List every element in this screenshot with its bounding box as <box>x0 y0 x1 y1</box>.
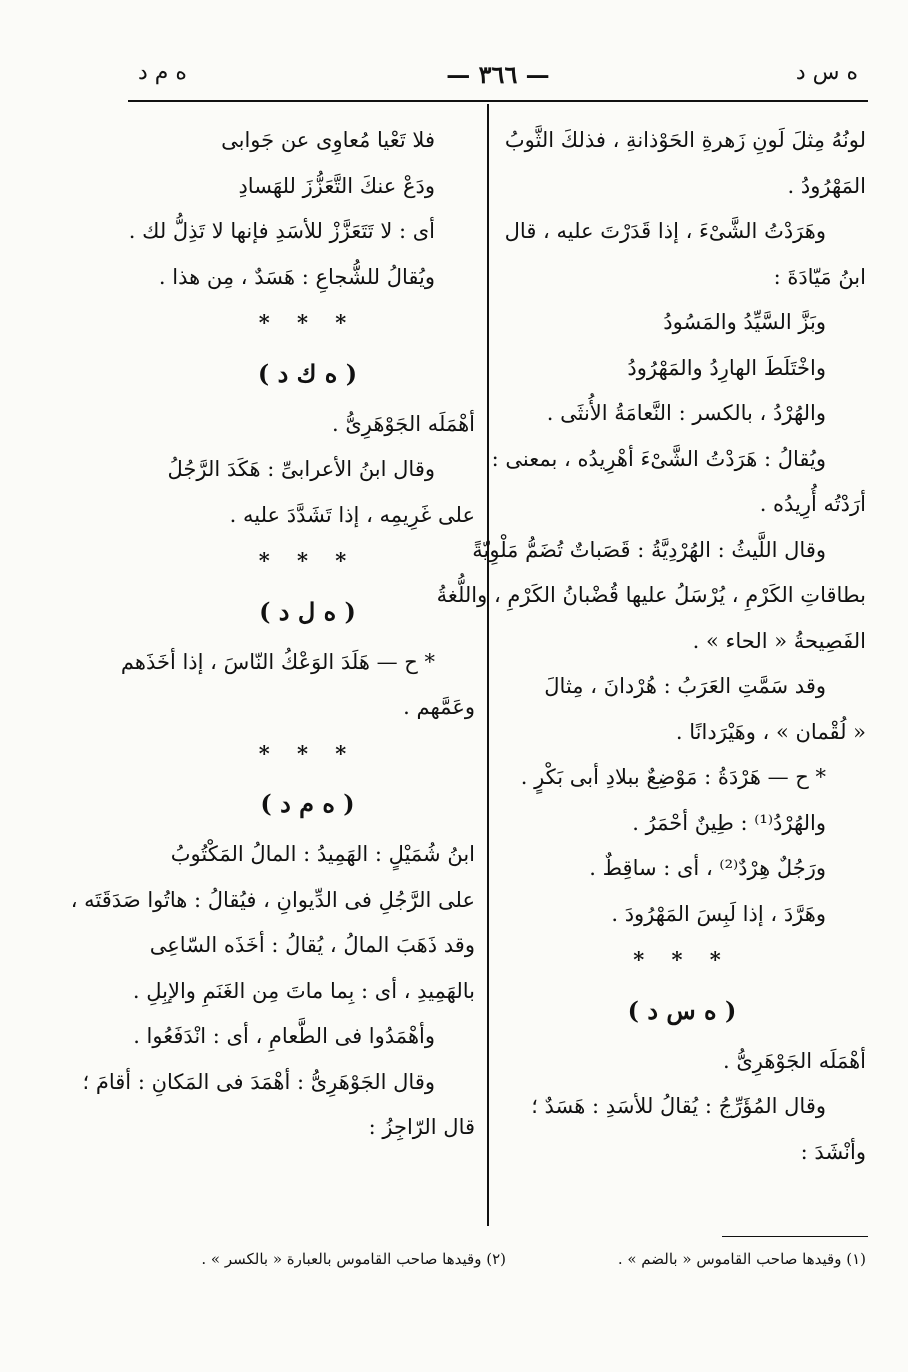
left-column <box>70 118 475 1151</box>
section-divider-stars: * * * <box>258 548 357 573</box>
text-line: وقد ذَهَبَ المالُ ، يُقالُ : أخَذَه السّاعِى <box>149 933 475 957</box>
text-line: ويُقالُ : هَرَدْتُ الشَّىْءَ أهْرِيدُه ، بمعنى : <box>491 446 826 471</box>
text-line: وعَمَّهم . <box>403 695 475 719</box>
text-line: والهُرْدُ⁽¹⁾ : طِينٌ أحْمَرُ . <box>632 810 826 835</box>
column-divider <box>487 104 489 1226</box>
section-divider-stars: * * * <box>258 740 357 766</box>
text-line: ورَجُلٌ هِرْدٌ⁽²⁾ ، أى : ساقِطٌ . <box>589 856 826 880</box>
entry-heading: ( ه م د ) <box>260 789 355 818</box>
entry-heading: ( ه ك د ) <box>257 358 358 388</box>
footnote-2: (٢) وقيدها صاحب القاموس بالعبارة « بالكسر » . <box>201 1250 506 1268</box>
text-line: على الرَّجُلِ فى الدِّيوانِ ، فيُقالُ : هاتُوا صَدَقَتَه ، <box>70 887 475 912</box>
verse-line: فلا تَعْيا مُعاوِى عن جَوابى <box>221 128 435 152</box>
verse-line: ودَعْ عنكَ التَّعَزُّزَ للهَسادِ <box>238 173 435 198</box>
text-line: ابنُ مَيّادَةَ : <box>773 264 866 289</box>
entry-heading: ( ه س د ) <box>627 995 737 1025</box>
text-line: ابنُ شُمَيْلٍ : الهَمِيدُ : المالُ المَكْتُوبُ <box>170 842 475 866</box>
header-root-right: ه س د <box>795 60 858 85</box>
header-rule <box>128 100 868 102</box>
text-line: وقال اللَّيثُ : الهُرْدِيَّةُ : قَصَباتٌ تُضَمُّ مَلْوِيّةً <box>472 537 826 562</box>
text-line: أى : لا تَتَعَزَّزْ للأسَدِ فإنها لا تَذِلُّ لك . <box>128 219 435 243</box>
page-header <box>128 60 868 96</box>
footnote-1: (١) وقيدها صاحب القاموس « بالضم » . <box>617 1250 866 1268</box>
text-line: بطاقاتِ الكَرْمِ ، يُرْسَلُ عليها قُضْبانُ الكَرْمِ ، واللُّغةُ <box>436 583 866 607</box>
text-line: « لُقْمان » ، وهَيْرَدانًا . <box>675 719 866 744</box>
section-divider-stars: * * * <box>258 310 357 335</box>
text-line: على غَرِيمِه ، إذا تَشَدَّدَ عليه . <box>229 502 475 527</box>
text-line: * ح — هَرْدَةُ : مَوْضِعٌ ببلادِ أبى بَكْرٍ . <box>520 765 826 789</box>
header-root-left: ه م د <box>138 60 187 85</box>
text-line: المَهْرُودُ . <box>787 173 866 198</box>
text-line: وقال ابنُ الأعرابىِّ : هَكَدَ الرَّجُلُ <box>167 457 435 481</box>
text-line: ويُقالُ للشُّجاعِ : هَسَدٌ ، مِن هذا . <box>158 264 435 289</box>
text-line: الفَصِيحةُ « الحاء » . <box>692 628 866 653</box>
text-line: وأهْمَدُوا فى الطَّعامِ ، أى : انْدَفَعُوا . <box>133 1024 435 1048</box>
text-line: وهَرَدْتُ الشَّىْءَ ، إذا قَدَرْتَ عليه ، قال <box>504 219 826 243</box>
text-line: قال الرّاجِزُ : <box>368 1115 475 1139</box>
text-line: بالهَمِيدِ ، أى : بِما ماتَ مِن الغَنَمِ والإبِلِ . <box>132 978 475 1003</box>
section-divider-stars: * * * <box>633 947 731 972</box>
text-line: وقال الجَوْهَرِىُّ : أهْمَدَ فى المَكانِ : أقامَ ؛ <box>82 1069 435 1094</box>
text-line: والهُرْدُ ، بالكسر : النَّعامَةُ الأُنثَى . <box>546 401 826 425</box>
page-number: — ٣٦٦ — <box>446 60 550 89</box>
text-line: أهْمَلَه الجَوْهَرِىُّ . <box>722 1048 866 1073</box>
text-line: وقال المُؤَرِّجُ : يُقالُ للأسَدِ : هَسَدٌ ؛ <box>531 1094 826 1118</box>
text-line: أهْمَلَه الجَوْهَرِىُّ . <box>331 411 475 436</box>
entry-heading: ( ه ل د ) <box>259 596 356 626</box>
text-line: وأنْشَدَ : <box>800 1139 866 1164</box>
text-line: لونُهُ مِثلَ لَونِ زَهرةِ الحَوْذانةِ ، فذلكَ الثَّوبُ <box>504 128 866 152</box>
text-line: وهَرَّدَ ، إذا لَبِسَ المَهْرُودَ . <box>611 901 826 926</box>
verse-line: واخْتَلَطَ الهارِدُ والمَهْرُودُ <box>627 355 826 380</box>
text-line: أرَدْتُه أُرِيدُه . <box>759 492 866 516</box>
footnote-rule <box>722 1236 868 1237</box>
text-line: وقد سَمَّتِ العَرَبُ : هُرْدانَ ، مِثالَ <box>544 674 826 698</box>
verse-line: وبَزَّ السَّيِّدُ والمَسُودُ <box>663 310 826 334</box>
text-line: * ح — هَلَدَ الوَعْكُ النّاسَ ، إذا أخَذَهم <box>120 649 435 674</box>
